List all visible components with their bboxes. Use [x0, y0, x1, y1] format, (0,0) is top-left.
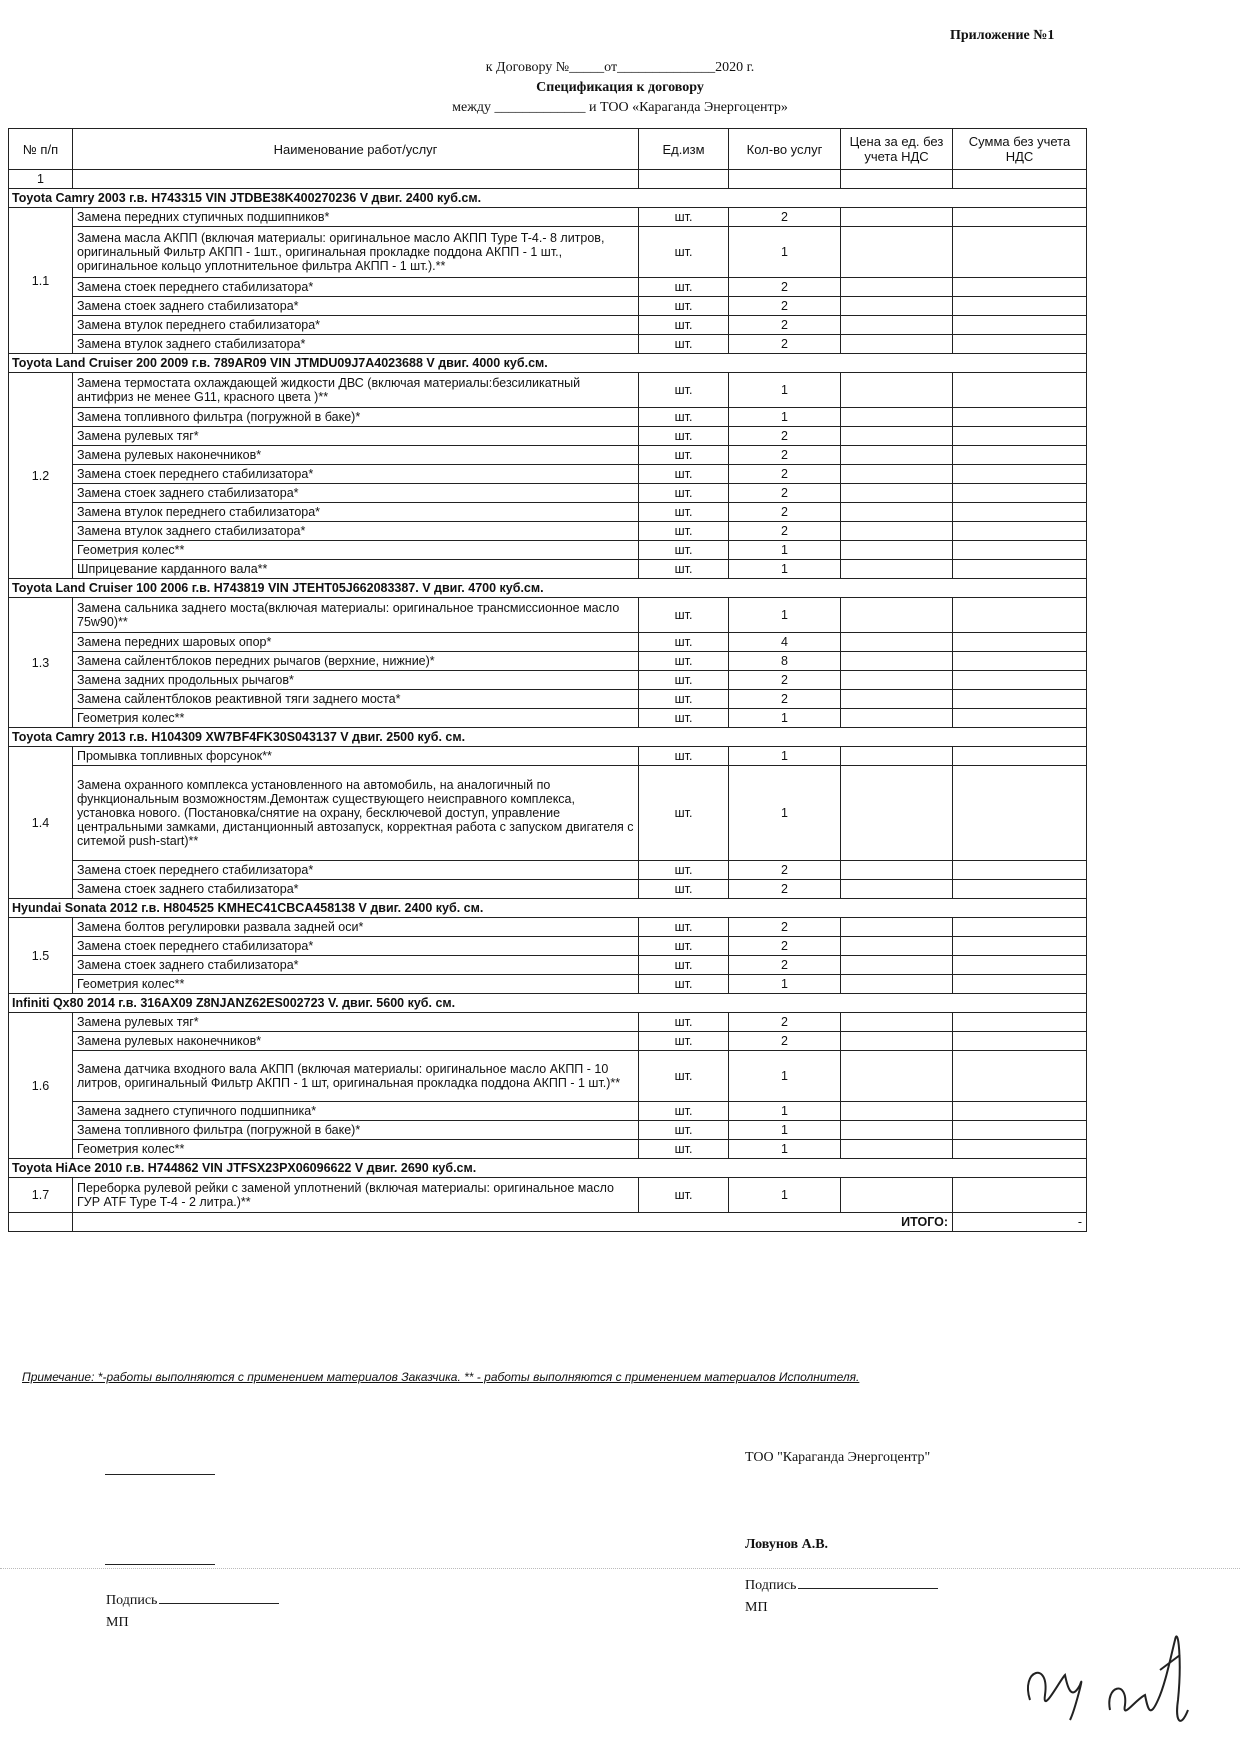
table-row: [9, 427, 1087, 446]
column-number-row: [9, 170, 1087, 189]
table-row: [9, 861, 1087, 880]
sign-label-left: Подпись: [106, 1593, 279, 1609]
table-row: [9, 408, 1087, 427]
unit-cell: шт.: [639, 560, 729, 579]
qty-cell: 2: [729, 1013, 841, 1032]
service-name: Замена стоек заднего стабилизатора*: [73, 880, 639, 899]
vehicle-row: [9, 1159, 1087, 1178]
vehicle-title: Toyota Camry 2003 г.в. H743315 VIN JTDBE38K400270236 V двиг. 2400 куб.см.: [9, 189, 1087, 208]
signature-line-left-top: [105, 1474, 215, 1475]
qty-cell: 2: [729, 208, 841, 227]
handwritten-signatures: [1010, 1600, 1210, 1740]
service-name: Замена стоек заднего стабилизатора*: [73, 297, 639, 316]
service-name: Замена болтов регулировки развала задней оси*: [73, 918, 639, 937]
price-cell: [841, 208, 953, 227]
col-header-num: № п/п: [9, 129, 73, 170]
sum-cell: [953, 297, 1087, 316]
service-name: Переборка рулевой рейки с заменой уплотнений (включая материалы: оригинальное масло ГУР ATF Type T-4 - 2 литра.)**: [73, 1178, 639, 1213]
table-row: [9, 1013, 1087, 1032]
price-cell: [841, 227, 953, 278]
service-name: Промывка топливных форсунок**: [73, 747, 639, 766]
qty-cell: 1: [729, 975, 841, 994]
service-name: Шприцевание карданного вала**: [73, 560, 639, 579]
table-body: [9, 170, 1087, 1232]
col-header-sum: Сумма без учета НДС: [953, 129, 1087, 170]
company-name: ТОО "Караганда Энергоцентр": [745, 1450, 931, 1465]
service-name: Замена стоек переднего стабилизатора*: [73, 278, 639, 297]
qty-cell: 1: [729, 1102, 841, 1121]
price-cell: [841, 880, 953, 899]
service-name: Замена стоек заднего стабилизатора*: [73, 484, 639, 503]
service-name: Замена втулок заднего стабилизатора*: [73, 522, 639, 541]
unit-cell: шт.: [639, 278, 729, 297]
table-row: [9, 747, 1087, 766]
table-row: [9, 1140, 1087, 1159]
price-cell: [841, 861, 953, 880]
scan-artifact-line: [0, 1568, 1240, 1569]
qty-cell: 1: [729, 1140, 841, 1159]
price-cell: [841, 335, 953, 354]
price-cell: [841, 408, 953, 427]
unit-cell: шт.: [639, 503, 729, 522]
qty-cell: 2: [729, 297, 841, 316]
unit-cell: шт.: [639, 1013, 729, 1032]
unit-cell: шт.: [639, 446, 729, 465]
qty-cell: 1: [729, 1051, 841, 1102]
price-cell: [841, 709, 953, 728]
qty-cell: 2: [729, 278, 841, 297]
vehicle-row: [9, 728, 1087, 747]
qty-cell: 1: [729, 709, 841, 728]
service-name: Геометрия колес**: [73, 541, 639, 560]
vehicle-row: [9, 899, 1087, 918]
sum-cell: [953, 208, 1087, 227]
service-name: Замена стоек переднего стабилизатора*: [73, 937, 639, 956]
table-header-row: [9, 129, 1087, 170]
table-row: [9, 373, 1087, 408]
price-cell: [841, 671, 953, 690]
price-cell: [841, 690, 953, 709]
sum-cell: [953, 465, 1087, 484]
service-name: Геометрия колес**: [73, 975, 639, 994]
table-row: [9, 598, 1087, 633]
unit-cell: шт.: [639, 671, 729, 690]
unit-cell: шт.: [639, 633, 729, 652]
total-row: [9, 1213, 1087, 1232]
table-row: [9, 975, 1087, 994]
sum-cell: [953, 278, 1087, 297]
sum-cell: [953, 1102, 1087, 1121]
table-row: [9, 503, 1087, 522]
sum-cell: [953, 937, 1087, 956]
table-row: [9, 316, 1087, 335]
table-row: [9, 560, 1087, 579]
unit-cell: шт.: [639, 1140, 729, 1159]
qty-cell: 2: [729, 465, 841, 484]
price-cell: [841, 278, 953, 297]
sum-cell: [953, 598, 1087, 633]
sum-cell: [953, 766, 1087, 861]
col-header-price: Цена за ед. без учета НДС: [841, 129, 953, 170]
parties-line: между _____________ и ТОО «Караганда Энергоцентр»: [452, 100, 788, 115]
unit-cell: шт.: [639, 335, 729, 354]
service-name: Замена рулевых тяг*: [73, 1013, 639, 1032]
qty-cell: 2: [729, 918, 841, 937]
vehicle-row: [9, 189, 1087, 208]
qty-cell: 2: [729, 956, 841, 975]
unit-cell: шт.: [639, 208, 729, 227]
unit-cell: шт.: [639, 690, 729, 709]
table-row: [9, 1032, 1087, 1051]
table-row: [9, 937, 1087, 956]
qty-cell: 1: [729, 1121, 841, 1140]
price-cell: [841, 1178, 953, 1213]
group-number: 1.6: [9, 1013, 73, 1159]
unit-cell: шт.: [639, 316, 729, 335]
price-cell: [841, 747, 953, 766]
col-header-unit: Ед.изм: [639, 129, 729, 170]
qty-cell: 2: [729, 335, 841, 354]
price-cell: [841, 560, 953, 579]
qty-cell: 2: [729, 503, 841, 522]
sum-cell: [953, 633, 1087, 652]
price-cell: [841, 937, 953, 956]
price-cell: [841, 975, 953, 994]
price-cell: [841, 1013, 953, 1032]
vehicle-title: Toyota Camry 2013 г.в. H104309 XW7BF4FK30S043137 V двиг. 2500 куб. см.: [9, 728, 1087, 747]
sum-cell: [953, 446, 1087, 465]
service-name: Замена термостата охлаждающей жидкости ДВС (включая материалы:безсиликатный антифриз не менее G11, красного цвета )**: [73, 373, 639, 408]
footnote: Примечание: *-работы выполняются с применением материалов Заказчика. ** - работы выполняются с применением материалов Исполнителя.: [22, 1370, 860, 1384]
table-row: [9, 297, 1087, 316]
sum-cell: [953, 522, 1087, 541]
sum-cell: [953, 408, 1087, 427]
unit-cell: шт.: [639, 1032, 729, 1051]
service-name: Замена передних ступичных подшипников*: [73, 208, 639, 227]
service-name: Замена втулок заднего стабилизатора*: [73, 335, 639, 354]
price-cell: [841, 465, 953, 484]
col-header-qty: Кол-во услуг: [729, 129, 841, 170]
service-name: Замена масла АКПП (включая материалы: оригинальное масло АКПП Type T-4.- 8 литров, оригинальный Фильтр АКПП - 1шт., оригинальная прокладке поддона АКПП - 1 шт., оригинальное кольцо уплотнительное фильтра АКПП - 1 шт.).**: [73, 227, 639, 278]
service-name: Геометрия колес**: [73, 1140, 639, 1159]
table-row: [9, 1102, 1087, 1121]
service-name: Замена втулок переднего стабилизатора*: [73, 316, 639, 335]
unit-cell: шт.: [639, 747, 729, 766]
sum-cell: [953, 1140, 1087, 1159]
qty-cell: 2: [729, 861, 841, 880]
service-name: Замена топливного фильтра (погружной в баке)*: [73, 408, 639, 427]
qty-cell: 1: [729, 541, 841, 560]
vehicle-title: Toyota HiAce 2010 г.в. H744862 VIN JTFSX23PX06096622 V двиг. 2690 куб.см.: [9, 1159, 1087, 1178]
qty-cell: 1: [729, 747, 841, 766]
service-name: Замена стоек переднего стабилизатора*: [73, 465, 639, 484]
sum-cell: [953, 316, 1087, 335]
qty-cell: 1: [729, 1178, 841, 1213]
unit-cell: шт.: [639, 427, 729, 446]
unit-cell: шт.: [639, 408, 729, 427]
price-cell: [841, 652, 953, 671]
unit-cell: шт.: [639, 652, 729, 671]
stamp-label-right: МП: [745, 1600, 768, 1615]
unit-cell: шт.: [639, 484, 729, 503]
service-name: Замена рулевых наконечников*: [73, 446, 639, 465]
sum-cell: [953, 975, 1087, 994]
vehicle-title: Toyota Land Cruiser 100 2006 г.в. H743819 VIN JTEHT05J662083387. V двиг. 4700 куб.см.: [9, 579, 1087, 598]
group-number: 1.4: [9, 747, 73, 899]
signature-line-left-mid: [105, 1564, 215, 1565]
table-row: [9, 446, 1087, 465]
table-row: [9, 1178, 1087, 1213]
table-row: [9, 918, 1087, 937]
qty-cell: 1: [729, 408, 841, 427]
qty-cell: 2: [729, 690, 841, 709]
sum-cell: [953, 335, 1087, 354]
sum-cell: [953, 1178, 1087, 1213]
sum-cell: [953, 1051, 1087, 1102]
sum-cell: [953, 747, 1087, 766]
unit-cell: шт.: [639, 1102, 729, 1121]
unit-cell: шт.: [639, 880, 729, 899]
price-cell: [841, 427, 953, 446]
row-num-cell: 1: [9, 170, 73, 189]
table-row: [9, 522, 1087, 541]
unit-cell: шт.: [639, 766, 729, 861]
qty-cell: 2: [729, 316, 841, 335]
unit-cell: шт.: [639, 918, 729, 937]
sum-cell: [953, 1121, 1087, 1140]
price-cell: [841, 1140, 953, 1159]
price-cell: [841, 633, 953, 652]
price-cell: [841, 1121, 953, 1140]
qty-cell: 8: [729, 652, 841, 671]
service-name: Замена сайлентблоков передних рычагов (верхние, нижние)*: [73, 652, 639, 671]
qty-cell: 2: [729, 1032, 841, 1051]
unit-cell: шт.: [639, 709, 729, 728]
sum-cell: [953, 709, 1087, 728]
table-row: [9, 671, 1087, 690]
table-row: [9, 208, 1087, 227]
unit-cell: шт.: [639, 522, 729, 541]
table-row: [9, 278, 1087, 297]
price-cell: [841, 446, 953, 465]
table-row: [9, 541, 1087, 560]
sum-cell: [953, 427, 1087, 446]
sign-label-right: Подпись: [745, 1578, 938, 1594]
service-name: Замена заднего ступичного подшипника*: [73, 1102, 639, 1121]
qty-cell: 2: [729, 446, 841, 465]
table-row: [9, 956, 1087, 975]
table-row: [9, 1121, 1087, 1140]
table-row: [9, 652, 1087, 671]
qty-cell: 4: [729, 633, 841, 652]
price-cell: [841, 373, 953, 408]
vehicle-row: [9, 994, 1087, 1013]
sum-cell: [953, 918, 1087, 937]
sum-cell: [953, 1032, 1087, 1051]
sum-cell: [953, 503, 1087, 522]
table-row: [9, 766, 1087, 861]
price-cell: [841, 541, 953, 560]
service-name: Замена втулок переднего стабилизатора*: [73, 503, 639, 522]
price-cell: [841, 1032, 953, 1051]
table-row: [9, 465, 1087, 484]
qty-cell: 1: [729, 373, 841, 408]
qty-cell: 2: [729, 484, 841, 503]
price-cell: [841, 316, 953, 335]
service-name: Замена топливного фильтра (погружной в баке)*: [73, 1121, 639, 1140]
sum-cell: [953, 560, 1087, 579]
unit-cell: шт.: [639, 937, 729, 956]
service-name: Замена сальника заднего моста(включая материалы: оригинальное трансмиссионное масло 75w90)**: [73, 598, 639, 633]
total-value: -: [953, 1213, 1087, 1232]
price-cell: [841, 522, 953, 541]
total-label: ИТОГО:: [73, 1213, 953, 1232]
vehicle-row: [9, 579, 1087, 598]
service-name: Замена стоек заднего стабилизатора*: [73, 956, 639, 975]
price-cell: [841, 766, 953, 861]
service-name: Замена рулевых тяг*: [73, 427, 639, 446]
unit-cell: шт.: [639, 1051, 729, 1102]
group-number: 1.1: [9, 208, 73, 354]
price-cell: [841, 1051, 953, 1102]
vehicle-title: Toyota Land Cruiser 200 2009 г.в. 789AR09 VIN JTMDU09J7A4023688 V двиг. 4000 куб.см.: [9, 354, 1087, 373]
price-cell: [841, 484, 953, 503]
service-name: Замена охранного комплекса установленного на автомобиль, на аналогичный по функциональным возможностям.Демонтаж существующего неисправного комплекса, установка нового. (Постановка/снятие на охрану, бесключевой доступ, управление центральными замками, дистанционный автозапуск, корректная работа с запуском двигателя с ситемой push-start)**: [73, 766, 639, 861]
annex-label: Приложение №1: [950, 28, 1055, 43]
service-name: Замена датчика входного вала АКПП (включая материалы: оригинальное масло АКПП - 10 литров, оригинальный Фильтр АКПП - 1 шт, оригинальная прокладка поддона АКПП - 1 шт.)**: [73, 1051, 639, 1102]
sum-cell: [953, 880, 1087, 899]
vehicle-row: [9, 354, 1087, 373]
unit-cell: шт.: [639, 465, 729, 484]
sum-cell: [953, 690, 1087, 709]
group-number: 1.7: [9, 1178, 73, 1213]
sum-cell: [953, 1013, 1087, 1032]
vehicle-title: Hyundai Sonata 2012 г.в. H804525 KMHEC41CBCA458138 V двиг. 2400 куб. см.: [9, 899, 1087, 918]
price-cell: [841, 1102, 953, 1121]
person-name: Ловунов А.В.: [745, 1537, 829, 1552]
unit-cell: шт.: [639, 598, 729, 633]
sum-cell: [953, 861, 1087, 880]
price-cell: [841, 918, 953, 937]
qty-cell: 2: [729, 671, 841, 690]
stamp-label-left: МП: [106, 1615, 129, 1630]
unit-cell: шт.: [639, 541, 729, 560]
unit-cell: шт.: [639, 1121, 729, 1140]
sum-cell: [953, 671, 1087, 690]
table-row: [9, 1051, 1087, 1102]
price-cell: [841, 598, 953, 633]
vehicle-title: Infiniti Qx80 2014 г.в. 316AX09 Z8NJANZ62ES002723 V. двиг. 5600 куб. см.: [9, 994, 1087, 1013]
col-header-name: Наименование работ/услуг: [73, 129, 639, 170]
price-cell: [841, 297, 953, 316]
contract-line: к Договору №_____от______________2020 г.: [485, 60, 755, 75]
qty-cell: 1: [729, 598, 841, 633]
group-number: 1.5: [9, 918, 73, 994]
group-number: 1.2: [9, 373, 73, 579]
table-row: [9, 227, 1087, 278]
service-name: Замена рулевых наконечников*: [73, 1032, 639, 1051]
unit-cell: шт.: [639, 1178, 729, 1213]
qty-cell: 1: [729, 560, 841, 579]
sum-cell: [953, 541, 1087, 560]
sum-cell: [953, 652, 1087, 671]
unit-cell: шт.: [639, 975, 729, 994]
service-name: Замена задних продольных рычагов*: [73, 671, 639, 690]
service-name: Геометрия колес**: [73, 709, 639, 728]
sum-cell: [953, 484, 1087, 503]
unit-cell: шт.: [639, 297, 729, 316]
specification-table: [8, 128, 1087, 1232]
table-row: [9, 709, 1087, 728]
unit-cell: шт.: [639, 861, 729, 880]
table-row: [9, 633, 1087, 652]
service-name: Замена передних шаровых опор*: [73, 633, 639, 652]
qty-cell: 1: [729, 766, 841, 861]
unit-cell: шт.: [639, 373, 729, 408]
qty-cell: 1: [729, 227, 841, 278]
qty-cell: 2: [729, 880, 841, 899]
sum-cell: [953, 956, 1087, 975]
sum-cell: [953, 373, 1087, 408]
table-row: [9, 880, 1087, 899]
service-name: Замена сайлентблоков реактивной тяги заднего моста*: [73, 690, 639, 709]
service-name: Замена стоек переднего стабилизатора*: [73, 861, 639, 880]
unit-cell: шт.: [639, 227, 729, 278]
group-number: 1.3: [9, 598, 73, 728]
price-cell: [841, 503, 953, 522]
qty-cell: 2: [729, 522, 841, 541]
spec-title: Спецификация к договору: [536, 80, 704, 95]
qty-cell: 2: [729, 427, 841, 446]
price-cell: [841, 956, 953, 975]
table-row: [9, 335, 1087, 354]
qty-cell: 2: [729, 937, 841, 956]
table-row: [9, 484, 1087, 503]
sum-cell: [953, 227, 1087, 278]
unit-cell: шт.: [639, 956, 729, 975]
table-row: [9, 690, 1087, 709]
